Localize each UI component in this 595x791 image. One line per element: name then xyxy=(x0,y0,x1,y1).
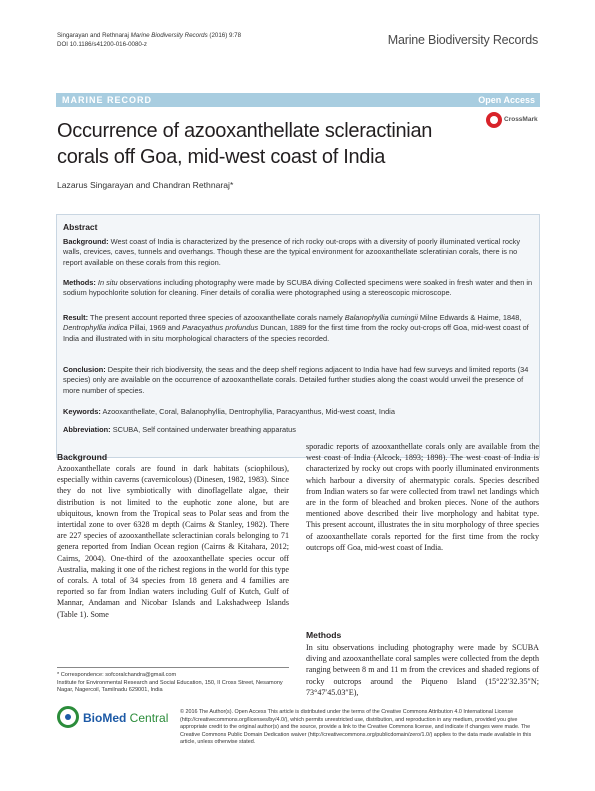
abstract-heading: Abstract xyxy=(63,222,98,232)
article-type-label: MARINE RECORD xyxy=(62,95,153,105)
abstract-methods: Methods: In situ observations including photography were made by SCUBA diving Collected specimens were soaked in fresh water and then in sodium hypochlorite solution for cleaning. Finer details of corallia were photographed using a stereoscopic microscope. xyxy=(63,278,533,298)
abstract-keywords: Keywords: Azooxanthellate, Coral, Balanophyllia, Dentrophyllia, Paracyanthus, Mid-west coast, India xyxy=(63,407,395,416)
license-statement: © 2016 The Author(s). Open Access This article is distributed under the terms of the Creative Commons Attribution 4.0 International License (http://creativecommons.org/licenses/by/4.0/), which permits unrestricted use, distribution, and reproduction in any medium, provided you give appropriate credit to the original author(s) and the source, provide a link to the Creative Commons license, and indicate if changes were made. The Creative Commons Public Domain Dedication waiver (http://creativecommons.org/publicdomain/zero/1.0/) applies to the data made available in this article, unless otherwise stated. xyxy=(180,709,532,746)
background-text: Azooxanthellate corals are found in dark habitats (sciophilous), especially within caverns (cavernicolous) (Dinesen, 1982, 1983). Since they do not live symbiotically with dinoflagellate algae, their distribution is not limited to the euphotic zone alone, but are ubiquitous, known from the Tropical seas to Polar seas and from the intertidal zone to over 6328 m depth (Cairns & Stanley, 1982). There are 227 species of azooxanthellate scleractinian corals belonging to 71 genera reported from Indian Ocean region (Cairns & Kitahara, 2012; Cairns, 2004). One-third of the azooxanthellate species occur off Australia, making it one of the richest regions in the world for this type of corals. A total of 34 species from 18 genera and 4 families are reported so far from Indian waters including Gulf of Kutch, Gulf of Mannar, Andaman and Nicobar Islands and Lakshadweep Islands (Table 1). Some xyxy=(57,464,289,619)
article-title: Occurrence of azooxanthellate scleractinian corals off Goa, mid-west coast of India xyxy=(57,120,433,168)
author-list: Lazarus Singarayan and Chandran Rethnaraj* xyxy=(57,180,234,190)
biomed-central-logo xyxy=(57,706,177,730)
biomed-icon xyxy=(57,706,79,728)
intro-continued-text: sporadic reports of azooxanthellate corals only are available from the west coast of India (Alcock, 1893; 1898). The west coast of India is characterized by rocky out crops with poorly illuminated environments which harbour a diversity of ahermatypic corals. Species described from Indian waters so far were collected from trawl net landings which are in the form of bleached and broken pieces. None of the authors mentioned above described their live morphology and habitat type. This present account, illustrates the in situ morphology of three species of azooxanthellate corals reported for the first time from the rocky outcrops off Goa, mid-west coast of India. xyxy=(306,442,539,552)
citation-journal: Marine Biodiversity Records xyxy=(130,32,208,39)
methods-heading: Methods xyxy=(306,630,342,640)
background-heading: Background xyxy=(57,452,108,462)
citation-authors: Singarayan and Rethnaraj xyxy=(57,32,129,39)
footnote xyxy=(57,672,289,695)
doi-link[interactable]: DOI 10.1186/s41200-016-0080-z xyxy=(57,40,148,48)
open-access-label: Open Access xyxy=(478,95,535,105)
abstract-result: Result: The present account reported three species of azooxanthellate corals namely Balanophyllia cumingii Milne Edwards & Haime, 1848, Dentrophyllia indica Pillai, 1969 and Paracyathus profundus Duncan, 1889 for the first time from the rocky out-crops off Goa, mid-west coast of India and illustrated with in situ morphological characters of the species recorded. xyxy=(63,313,529,343)
abstract-conclusion: Conclusion: Despite their rich biodiversity, the seas and the deep shelf regions adjacent to India have had few surveys and limited reports (34 species) only are available on the occurrence of azooxanthellate corals. Detailed further studies along the coast would unveil the presence of more number of species. xyxy=(63,365,529,395)
crossmark-label: CrossMark xyxy=(504,116,538,123)
author-affiliation: Institute for Environmental Research and Social Education, 150, II Cross Street, Nesamony Nagar, Nagercoil, Tamilnadu 629001, India xyxy=(57,679,283,694)
journal-name: Marine Biodiversity Records xyxy=(387,33,538,47)
citation-header xyxy=(57,32,241,49)
abstract-background: Background: West coast of India is characterized by the presence of rich rocky out-crops with a diversity of poorly illuminated vertical rocky walls, crevices, caves, tunnels and overhangs. Though these are the typical environment for azooxanthellate scleratinian corals, there is no report available on these corals from this region. xyxy=(63,237,521,267)
correspondence-email[interactable]: * Correspondence: sofcoralchandra@gmail.com xyxy=(57,672,177,678)
crossmark-icon xyxy=(486,112,502,128)
crossmark-button[interactable] xyxy=(486,112,550,134)
citation-tail: (2016) 9:78 xyxy=(207,32,242,39)
methods-text: In situ observations including photography were made by SCUBA diving and azooxanthellate coral samples were collected from the depth ranging between 8 m and 11 m from the crevices and shaded regions of rocky outcrops around the Piqueno Island (15°22′32.35″N; 73°47′45.03″E), xyxy=(306,643,539,697)
footnote-divider xyxy=(57,667,289,668)
biomed-wordmark: BioMed Central xyxy=(83,711,169,725)
abstract-abbreviation: Abbreviation: SCUBA, Self contained underwater breathing apparatus xyxy=(63,425,296,434)
